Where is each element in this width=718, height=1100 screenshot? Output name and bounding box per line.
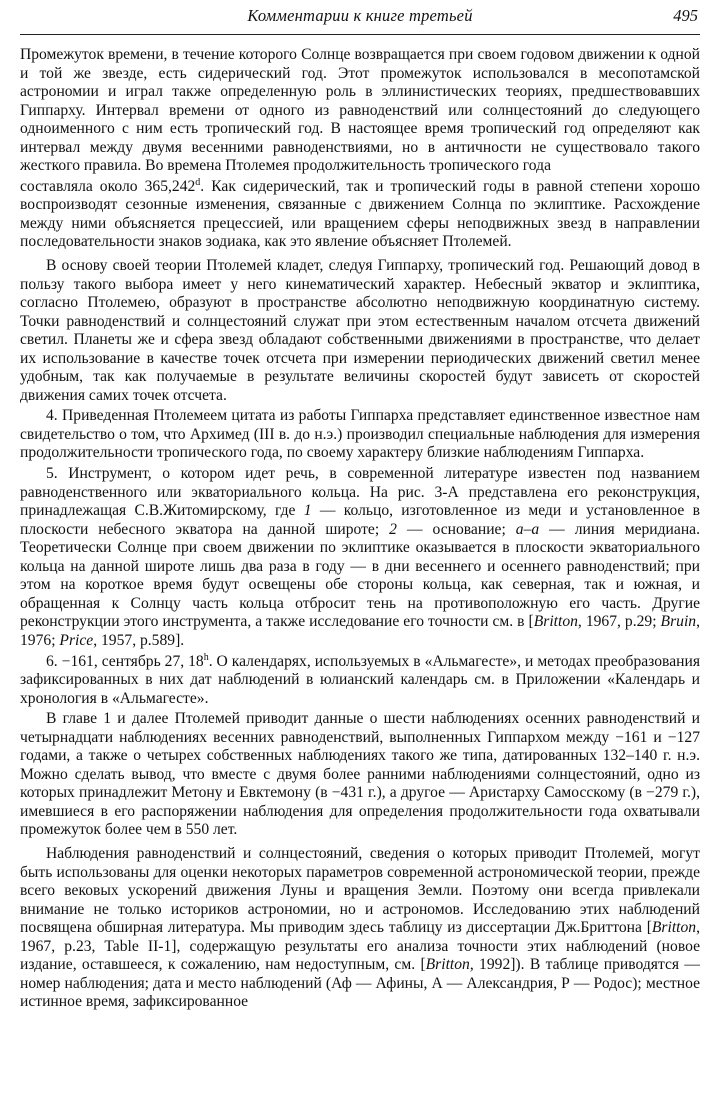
citation-author: Britton [533, 613, 578, 631]
superscript-day: d [195, 176, 201, 188]
citation-author: Britton [425, 956, 470, 974]
note-4 [20, 407, 700, 463]
paragraph-text: В главе 1 и далее Птолемей приводит данные о шести наблюдениях осенних равноденствий и четырнадцати наблюдениях весенних равноденствий, выполненных Гиппархом между −161 и −127 годами, а также о четырех собственных наблюдениях такого же типа, датированных 132–140 г. н.э. Можно сделать вывод, что вместе с двумя более ранними наблюдениями солнцестояний, одно из которых принадлежит Метону и Евктемону (в −431 г.), а другое — Аристарху Самосскому (в −279 г.), имевшиеся в его распоряжении наблюдения для определения продолжительности года охватывали промежуток более чем в 550 лет. [20, 710, 700, 839]
citation-author: Price [59, 631, 94, 649]
note-6: 6. −161, сентябрь 27, 18$^h$. О календарях, используемых в «Альмагесте», и методах преобразования зафиксированных в них дат наблюдений в юлианский календарь см. в Приложении «Календарь и хронология в «Альмагесте». [20, 651, 700, 707]
figure-label-2: 2 [389, 520, 397, 538]
paragraph-text: Промежуток времени, в течение которого Солнце возвращается при своем годовом движении к одной и той же звезде, есть сидерический год. Этот промежуток использовался в месопотамской астрономии и играл также определенную роль в эллинистических теориях, предшествовавших Гиппарху. Интервал времени от одного из равноденствий или солнцестояний до следующего одноименного с ним есть тропический год. В настоящее время тропический год определяют как интервал между двумя весенними равноденствиями, но в античности не существовало такого жесткого правила. Во времена Птолемея продолжительность тропического года [20, 46, 700, 175]
paragraph-observations-table: Наблюдения равноденствий и солнцестояний, сведения о которых приводит Птолемей, могут быть использованы для оценки некоторых параметров современной астрономической теории, прежде всего вековых ускорений движения Луны и вращения Земли. Поэтому они всегда привлекали внимание не только историков астрономии, но и астрономов. Исследованию этих наблюдений посвящена обширная литература. Мы приводим здесь таблицу из диссертации Дж.Бриттона [Britton, 1967, p.23, Table II-1], содержащую результаты его анализа точности этих наблюдений (новое издание, оставшееся, к сожалению, нам недоступным, см. [Britton, 1992]). В таблице приводятся — номер наблюдения; дата и место наблюдений (Аф — Афины, А — Александрия, Р — Родос); местное истинное время, зафиксированное [20, 844, 700, 1011]
citation-author: Britton [651, 919, 697, 937]
figure-label-a-a: a–a [515, 520, 540, 538]
paragraph-text: В основу своей теории Птолемей кладет, следуя Гиппарху, тропический год. Решающий довод в пользу такого выбора имеет у него кинематический характер. Небесный экватор и эклиптика, согласно Птолемею, образуют в пространстве абсолютно неподвижную координатную систему. Точки равноденствий и солнцестояний служат при этом естественным началом отсчета движений светил. Планеты же и сфера звезд обладают собственными движениями в пространстве, что делает их использование в качестве точек отсчета при измерении периодических движений светил менее удобным, так как получаемые в результате величины скоростей будут зависеть от скоростей движения самих точек отсчета. [20, 257, 700, 404]
running-title: Комментарии к книге третьей [247, 6, 473, 25]
figure-label-1: 1 [303, 502, 312, 520]
paragraph-year-length: составляла около 365,242$^d$. Как сидерический, так и тропический годы в равной степени хорошо воспроизводят сезонные изменения, связанные с движением Солнца по эклиптике. Расхождение между ними объясняется прецессией, или вращением сферы неподвижных звезд в направлении последовательности знаков зодиака, как это явление объясняет Птолемей. [20, 176, 701, 251]
paragraph-text: 4. Приведенная Птолемеем цитата из работы Гиппарха представляет единственное известное нам свидетельство о том, что Архимед (III в. до н.э.) производил специальные наблюдения для измерения продолжительности тропического года, по своему характеру близкие наблюдениям Гиппарха. [20, 407, 700, 462]
note-5: 5. Инструмент, о котором идет речь, в современной литературе известен под названием равноденственного или экваториального кольца. На рис. 3-А представлена его реконструкция, принадлежащая С.В.Житомирскому, где 1 — кольцо, изготовленное из меди и установленное в плоскости небесного экватора на данной широте; 2 — основание; a–a — линия меридиана. Теоретически Солнце при своем движении по эклиптике оказывается в плоскости экваториального кольца на данной широте лишь два раза в году — в дни весеннего и осеннего равноденствий; при этом на короткое время будут освещены обе стороны кольца, как северная, так и южная, и обращенная к Солнцу часть кольца отбросит тень на противоположную его часть. Другие реконструкции этого инструмента, а также исследование его точности см. в [Britton, 1967, p.29; Bruin, 1976; Price, 1957, p.589]. [20, 465, 700, 649]
paragraph-tropical-year [20, 257, 700, 405]
paragraph-observations [20, 710, 700, 840]
superscript-hour: h [203, 651, 209, 663]
citation-author: Bruin [660, 613, 697, 631]
paragraph-sidereal-year [20, 46, 700, 176]
page-header [20, 0, 700, 35]
page-number: 495 [673, 6, 698, 25]
body-text [20, 46, 700, 1014]
